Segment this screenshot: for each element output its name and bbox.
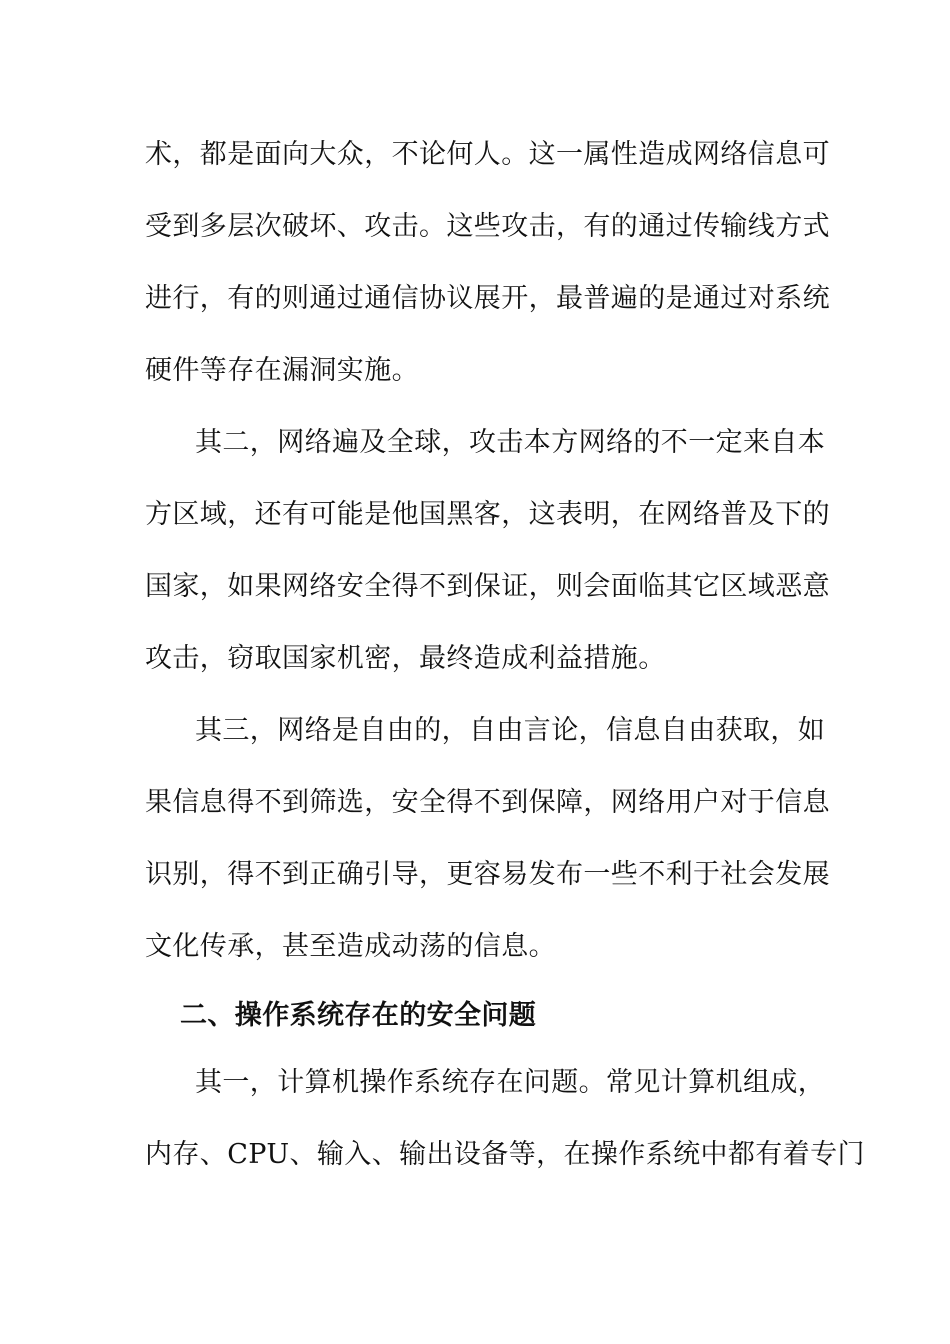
paragraph-1-line-2: 受到多层次破坏、攻击。这些攻击，有的通过传输线方式 [145, 211, 830, 242]
section-heading: 二、操作系统存在的安全问题 [180, 1000, 537, 1031]
paragraph-3-line-3: 识别，得不到正确引导，更容易发布一些不利于社会发展 [145, 859, 830, 890]
paragraph-3-line-2: 果信息得不到筛选，安全得不到保障，网络用户对于信息 [145, 787, 830, 818]
paragraph-2-line-3: 国家，如果网络安全得不到保证，则会面临其它区域恶意 [145, 571, 830, 602]
paragraph-3-line-1: 其三，网络是自由的，自由言论，信息自由获取，如 [195, 715, 826, 746]
paragraph-3-line-4: 文化传承，甚至造成动荡的信息。 [145, 931, 556, 962]
paragraph-4-line-2: 内存、CPU、输入、输出设备等，在操作系统中都有着专门 [145, 1139, 865, 1170]
paragraph-1-line-3: 进行，有的则通过通信协议展开，最普遍的是通过对系统 [145, 283, 830, 314]
paragraph-2-line-1: 其二，网络遍及全球，攻击本方网络的不一定来自本 [195, 427, 826, 458]
paragraph-2-line-4: 攻击，窃取国家机密，最终造成利益措施。 [145, 643, 666, 674]
paragraph-4-line-1: 其一，计算机操作系统存在问题。常见计算机组成， [195, 1067, 826, 1098]
paragraph-1-line-1: 术，都是面向大众，不论何人。这一属性造成网络信息可 [145, 139, 830, 170]
paragraph-1-line-4: 硬件等存在漏洞实施。 [145, 355, 419, 386]
paragraph-2-line-2: 方区域，还有可能是他国黑客，这表明，在网络普及下的 [145, 499, 830, 530]
